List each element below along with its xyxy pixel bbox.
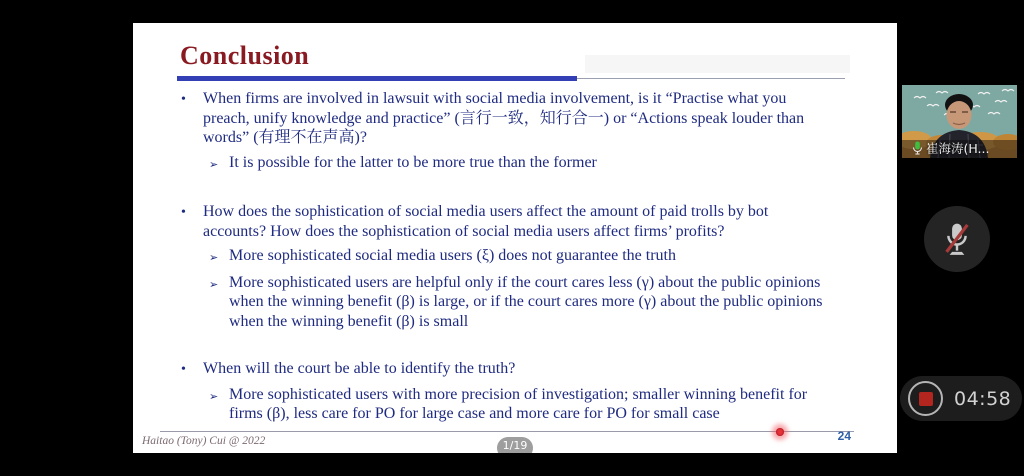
- arrow-bullet-icon: ➢: [209, 277, 219, 291]
- bullet-text: When will the court be able to identify the truth?: [203, 360, 516, 377]
- sub-bullet-text: More sophisticated users are helpful only if the court cares less (γ) about the public opinions when the winning benefit (β) is large, or if the court cares more (γ) about the public opinions when the winning benefit (β) is small: [229, 273, 823, 330]
- sub-bullet-item: [209, 385, 831, 424]
- bullet-item: [181, 89, 831, 148]
- slideshow-page-badge: 1/19: [497, 437, 533, 453]
- bullet-icon: •: [181, 205, 186, 220]
- participant-name: 崔海涛(H...: [926, 141, 990, 156]
- stop-recording-button[interactable]: [908, 381, 943, 416]
- title-underline-extension: [577, 78, 845, 79]
- stop-square-icon: [919, 392, 933, 406]
- sub-bullet-text: More sophisticated social media users (ξ) does not guarantee the truth: [229, 247, 676, 264]
- sub-bullet-text: More sophisticated users with more precision of investigation; smaller winning benefit for firms (β), less care for PO for large case and more care for PO for small case: [229, 385, 808, 422]
- title-underline: [177, 76, 577, 81]
- webcam-video-tile[interactable]: [902, 85, 1017, 158]
- arrow-bullet-icon: ➢: [209, 251, 219, 264]
- bullet-text: How does the sophistication of social media users affect the amount of paid trolls by bot accounts? How does the sophistication of social media users affect firms’ profits?: [203, 203, 769, 240]
- bullet-group: [181, 89, 831, 174]
- arrow-bullet-icon: ➢: [209, 389, 219, 403]
- bullet-icon: •: [181, 362, 186, 377]
- bullet-icon: •: [181, 92, 186, 107]
- arrow-bullet-icon: ➢: [209, 157, 219, 171]
- footer-divider: [160, 431, 854, 432]
- bullet-group: [181, 202, 831, 331]
- bullet-text: When firms are involved in lawsuit with social media involvement, is it “Practise what you preach, unify knowledge and practice” (言行一致，知行合一) or “Actions speak louder than words” (有理不在声高)?: [203, 90, 805, 146]
- sub-bullet-item: [209, 153, 831, 175]
- mic-muted-icon: [942, 220, 972, 258]
- recording-indicator: [900, 376, 1022, 421]
- sub-bullet-text: It is possible for the latter to be more true than the former: [229, 153, 597, 171]
- recording-timer: 04:58: [954, 387, 1012, 410]
- mic-on-icon: [912, 141, 923, 155]
- slide-title: Conclusion: [180, 41, 310, 70]
- sub-bullet-item: [209, 246, 831, 268]
- sub-bullet-item: [209, 273, 831, 332]
- slide-page-number: 24: [837, 429, 851, 443]
- footer-credit: Haitao (Tony) Cui @ 2022: [142, 435, 266, 447]
- bullet-item: [181, 202, 831, 241]
- slide-body: [181, 89, 831, 452]
- presentation-slide: [133, 23, 897, 453]
- slide-artifact: [585, 55, 850, 73]
- microphone-mute-button[interactable]: [924, 206, 990, 272]
- laser-pointer-dot: [776, 428, 784, 436]
- participant-name-bar: [902, 139, 1017, 157]
- bullet-item: [181, 359, 831, 380]
- bullet-group: [181, 359, 831, 424]
